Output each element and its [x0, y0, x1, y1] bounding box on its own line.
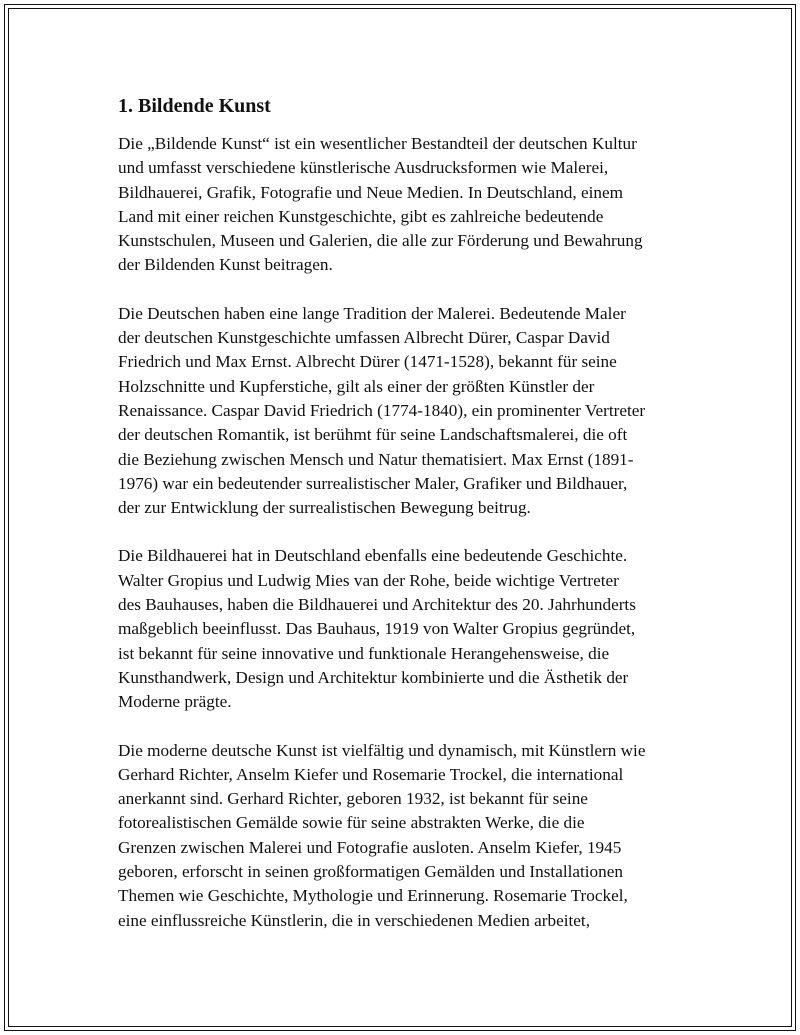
text-line: Walter Gropius und Ludwig Mies van der Rohe, beide wichtige Vertreter [118, 570, 619, 590]
text-line: der zur Entwicklung der surrealistischen Bewegung beitrug. [118, 498, 531, 518]
text-line: 1976) war ein bedeutender surrealistischer Maler, Grafiker und Bildhauer, [118, 473, 628, 493]
section-heading: 1. Bildende Kunst [118, 95, 271, 117]
text-line: Die moderne deutsche Kunst ist vielfältig und dynamisch, mit Künstlern wie [118, 740, 646, 760]
paragraph-malerei [118, 302, 678, 521]
text-line: die Beziehung zwischen Mensch und Natur thematisiert. Max Ernst (1891- [118, 449, 634, 469]
text-line: Grenzen zwischen Malerei und Fotografie ausloten. Anselm Kiefer, 1945 [118, 837, 622, 857]
text-line: anerkannt sind. Gerhard Richter, geboren 1932, ist bekannt für seine [118, 789, 588, 809]
text-line: der deutschen Kunstgeschichte umfassen Albrecht Dürer, Caspar David [118, 328, 610, 348]
text-line: Gerhard Richter, Anselm Kiefer und Rosemarie Trockel, die international [118, 764, 624, 784]
paragraph-bildhauerei [118, 544, 678, 714]
text-line: ist bekannt für seine innovative und funktionale Herangehensweise, die [118, 643, 610, 663]
text-line: geboren, erforscht in seinen großformatigen Gemälden und Installationen [118, 862, 623, 882]
text-line: eine einflussreiche Künstlerin, die in verschiedenen Medien arbeitet, [118, 910, 591, 930]
text-line: und umfasst verschiedene künstlerische Ausdrucksformen wie Malerei, [118, 158, 609, 178]
text-line: Die Bildhauerei hat in Deutschland ebenfalls eine bedeutende Geschichte. [118, 546, 628, 566]
paragraph-moderne-kunst [118, 739, 678, 933]
text-line: Moderne prägte. [118, 692, 232, 712]
text-line: Die Deutschen haben eine lange Tradition der Malerei. Bedeutende Maler [118, 303, 626, 323]
text-line: der deutschen Romantik, ist berühmt für seine Landschaftsmalerei, die oft [118, 425, 628, 445]
document-body [118, 92, 678, 957]
paragraph-intro [118, 132, 678, 278]
text-line: Bildhauerei, Grafik, Fotografie und Neue Medien. In Deutschland, einem [118, 182, 623, 202]
text-line: Holzschnitte und Kupferstiche, gilt als einer der größten Künstler der [118, 376, 595, 396]
text-line: Kunsthandwerk, Design und Architektur kombinierte und die Ästhetik der [118, 667, 629, 687]
text-line: des Bauhauses, haben die Bildhauerei und Architektur des 20. Jahrhunderts [118, 595, 636, 615]
text-line: Friedrich und Max Ernst. Albrecht Dürer (1471-1528), bekannt für seine [118, 352, 617, 372]
text-line: Renaissance. Caspar David Friedrich (1774-1840), ein prominenter Vertreter [118, 400, 646, 420]
text-line: fotorealistischen Gemälde sowie für seine abstrakten Werke, die die [118, 813, 585, 833]
text-line: Kunstschulen, Museen und Galerien, die alle zur Förderung und Bewahrung [118, 231, 643, 251]
text-line: Themen wie Geschichte, Mythologie und Erinnerung. Rosemarie Trockel, [118, 886, 628, 906]
text-line: Die „Bildende Kunst“ ist ein wesentlicher Bestandteil der deutschen Kultur [118, 134, 637, 153]
text-line: maßgeblich beeinflusst. Das Bauhaus, 1919 von Walter Gropius gegründet, [118, 619, 636, 639]
text-line: Land mit einer reichen Kunstgeschichte, gibt es zahlreiche bedeutende [118, 206, 604, 226]
text-line: der Bildenden Kunst beitragen. [118, 255, 333, 275]
